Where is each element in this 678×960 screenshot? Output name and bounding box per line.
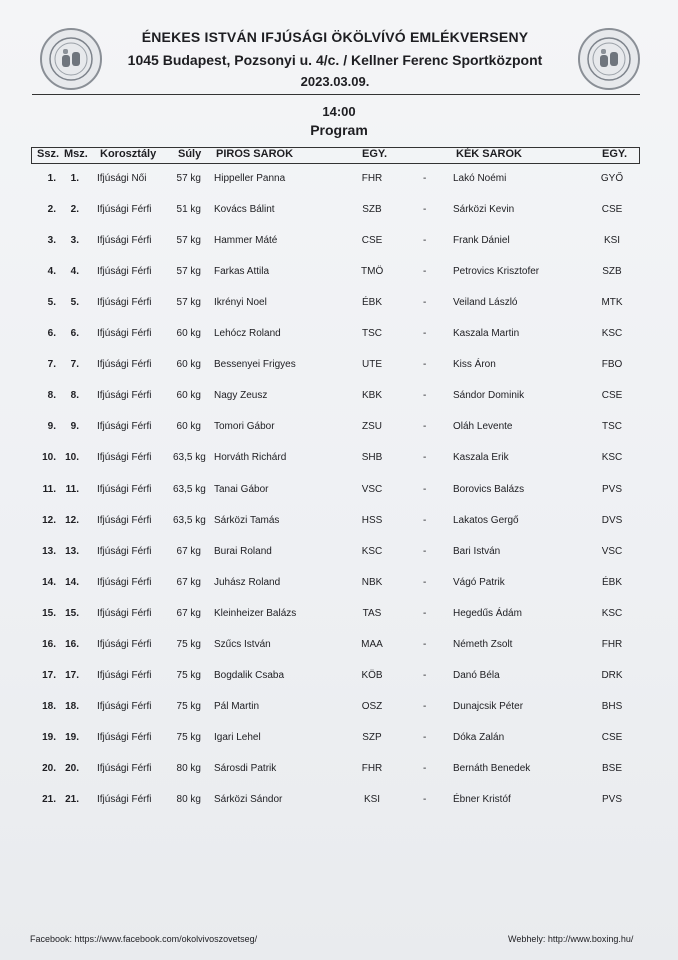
table-row: [31, 670, 638, 684]
row-korosztaly: Ifjúsági Férfi: [97, 545, 152, 557]
row-ssz: 11.: [42, 483, 56, 495]
row-msz: 1.: [70, 173, 79, 184]
federation-logo-right-icon: [578, 28, 640, 90]
row-korosztaly: Ifjúsági Férfi: [97, 235, 152, 247]
footer-facebook: Facebook: https://www.facebook.com/okolvivoszovetseg/: [30, 934, 258, 944]
row-msz: 5.: [70, 297, 79, 309]
federation-logo-left-icon: [40, 28, 102, 90]
row-red-club: KSC: [361, 545, 383, 557]
row-korosztaly: Ifjúsági Férfi: [97, 421, 152, 433]
row-red-corner-boxer: Juhász Roland: [214, 576, 281, 588]
program-time: 14:00: [322, 104, 356, 119]
event-title: ÉNEKES ISTVÁN IFJÚSÁGI ÖKÖLVÍVÓ EMLÉKVERSENY: [141, 29, 529, 45]
row-red-club: NBK: [361, 576, 383, 588]
table-row: [31, 732, 638, 746]
table-row: [31, 390, 638, 404]
row-red-club: OSZ: [361, 700, 383, 712]
row-blue-corner-boxer: Veiland László: [453, 297, 518, 309]
row-blue-club: CSE: [601, 204, 623, 216]
row-separator: -: [423, 607, 427, 619]
row-blue-club: PVS: [601, 794, 622, 805]
row-separator: -: [423, 794, 427, 805]
row-msz: 10.: [65, 452, 79, 464]
row-korosztaly: Ifjúsági Női: [97, 173, 147, 184]
row-suly: 75 kg: [176, 700, 201, 712]
row-red-club: SHB: [361, 452, 383, 464]
row-suly: 75 kg: [176, 669, 201, 681]
row-blue-club: SZB: [602, 266, 622, 278]
row-blue-club: ÉBK: [601, 576, 622, 588]
row-suly: 63,5 kg: [173, 483, 206, 495]
row-separator: -: [423, 266, 427, 278]
row-separator: -: [423, 297, 427, 309]
table-row: [31, 763, 638, 777]
table-row: [31, 701, 638, 715]
row-red-club: TMÖ: [361, 266, 384, 278]
row-suly: 67 kg: [176, 576, 201, 588]
row-suly: 63,5 kg: [173, 514, 206, 526]
row-red-corner-boxer: Horváth Richárd: [214, 452, 287, 464]
row-ssz: 1.: [47, 173, 56, 184]
row-red-corner-boxer: Tomori Gábor: [214, 421, 275, 433]
row-msz: 20.: [65, 763, 79, 774]
row-korosztaly: Ifjúsági Férfi: [97, 576, 152, 588]
row-blue-club: VSC: [601, 545, 623, 557]
row-red-club: TAS: [362, 607, 382, 619]
table-row: [31, 639, 638, 653]
row-ssz: 6.: [47, 328, 56, 340]
col-piros-sarok: PIROS SAROK: [216, 148, 294, 160]
row-red-club: ÉBK: [361, 297, 382, 309]
row-blue-club: CSE: [601, 390, 623, 402]
row-red-club: TSC: [362, 328, 382, 340]
row-msz: 15.: [65, 607, 79, 619]
row-red-corner-boxer: Farkas Attila: [214, 266, 270, 278]
row-blue-club: BHS: [601, 700, 623, 712]
row-red-corner-boxer: Nagy Zeusz: [214, 390, 268, 402]
col-suly: Súly: [178, 148, 202, 160]
table-row: [31, 328, 638, 342]
row-ssz: 14.: [42, 576, 56, 588]
row-suly: 57 kg: [176, 297, 201, 309]
row-separator: -: [423, 763, 427, 774]
event-date: 2023.03.09.: [300, 74, 370, 89]
row-red-corner-boxer: Tanai Gábor: [214, 483, 269, 495]
row-separator: -: [423, 421, 427, 433]
row-korosztaly: Ifjúsági Férfi: [97, 266, 152, 278]
row-red-corner-boxer: Ikrényi Noel: [214, 297, 267, 309]
row-separator: -: [423, 452, 427, 464]
table-row: [31, 359, 638, 373]
row-blue-club: KSC: [601, 328, 623, 340]
row-blue-corner-boxer: Kiss Áron: [453, 359, 496, 371]
col-kek-sarok: KÉK SAROK: [456, 148, 523, 160]
row-suly: 57 kg: [176, 173, 201, 184]
row-suly: 75 kg: [176, 638, 201, 650]
row-suly: 57 kg: [176, 235, 201, 247]
row-blue-corner-boxer: Danó Béla: [453, 669, 500, 681]
row-separator: -: [423, 359, 427, 371]
row-korosztaly: Ifjúsági Férfi: [97, 700, 152, 712]
row-blue-club: GYŐ: [600, 173, 624, 184]
row-ssz: 15.: [42, 607, 56, 619]
row-separator: -: [423, 483, 427, 495]
row-separator: -: [423, 514, 427, 526]
row-blue-corner-boxer: Hegedűs Ádám: [453, 607, 522, 619]
row-red-corner-boxer: Sárközi Sándor: [214, 794, 283, 805]
row-suly: 63,5 kg: [173, 452, 206, 464]
row-korosztaly: Ifjúsági Férfi: [97, 669, 152, 681]
row-red-club: SZB: [362, 204, 382, 216]
row-ssz: 18.: [42, 700, 56, 712]
row-suly: 60 kg: [176, 328, 201, 340]
col-korosztaly: Korosztály: [100, 148, 157, 160]
row-msz: 7.: [70, 359, 79, 371]
row-ssz: 20.: [42, 763, 56, 774]
row-red-club: KÖB: [361, 669, 383, 681]
col-egy-blue: EGY.: [602, 148, 628, 160]
row-korosztaly: Ifjúsági Férfi: [97, 204, 152, 216]
row-msz: 16.: [65, 638, 79, 650]
row-korosztaly: Ifjúsági Férfi: [97, 731, 152, 743]
row-korosztaly: Ifjúsági Férfi: [97, 390, 152, 402]
row-blue-club: TSC: [602, 421, 622, 433]
table-row: [31, 484, 638, 498]
row-ssz: 17.: [42, 669, 56, 681]
row-msz: 9.: [70, 421, 79, 433]
row-blue-corner-boxer: Ébner Kristóf: [453, 794, 511, 805]
row-blue-corner-boxer: Frank Dániel: [453, 235, 510, 247]
row-blue-club: CSE: [601, 731, 623, 743]
row-blue-club: FBO: [601, 359, 623, 371]
row-suly: 75 kg: [176, 731, 201, 743]
program-heading: Program: [310, 122, 368, 138]
row-blue-club: MTK: [601, 297, 623, 309]
row-red-club: ZSU: [362, 421, 382, 433]
row-ssz: 21.: [42, 794, 56, 805]
row-red-corner-boxer: Pál Martin: [214, 700, 260, 712]
row-blue-club: PVS: [601, 483, 622, 495]
row-blue-corner-boxer: Kaszala Erik: [453, 452, 509, 464]
row-separator: -: [423, 390, 427, 402]
row-red-club: KBK: [361, 390, 382, 402]
row-ssz: 4.: [47, 266, 56, 278]
row-red-corner-boxer: Burai Roland: [214, 545, 272, 557]
row-ssz: 19.: [42, 731, 56, 743]
row-msz: 21.: [65, 794, 79, 805]
table-row: [31, 173, 638, 187]
row-blue-club: KSC: [601, 607, 623, 619]
row-msz: 3.: [70, 235, 79, 247]
row-msz: 17.: [65, 669, 79, 681]
row-ssz: 7.: [47, 359, 56, 371]
row-msz: 2.: [70, 204, 79, 216]
row-msz: 11.: [65, 483, 79, 495]
row-red-corner-boxer: Igari Lehel: [214, 731, 261, 743]
row-blue-club: KSC: [601, 452, 623, 464]
row-separator: -: [423, 731, 427, 743]
row-red-corner-boxer: Bessenyei Frigyes: [214, 359, 296, 371]
row-korosztaly: Ifjúsági Férfi: [97, 359, 152, 371]
row-red-club: UTE: [362, 359, 382, 371]
row-ssz: 2.: [47, 204, 56, 216]
row-korosztaly: Ifjúsági Férfi: [97, 638, 152, 650]
table-row: [31, 421, 638, 435]
row-separator: -: [423, 545, 427, 557]
row-blue-club: BSE: [601, 763, 622, 774]
row-red-club: SZP: [362, 731, 382, 743]
event-address: 1045 Budapest, Pozsonyi u. 4/c. / Kellner Ferenc Sportközpont: [127, 52, 543, 68]
row-suly: 51 kg: [176, 204, 201, 216]
row-blue-club: DRK: [601, 669, 623, 681]
row-suly: 80 kg: [176, 763, 201, 774]
row-blue-club: KSI: [603, 235, 621, 247]
col-msz: Msz.: [64, 148, 88, 160]
row-red-corner-boxer: Bogdalik Csaba: [214, 669, 285, 681]
footer-website: Webhely: http://www.boxing.hu/: [508, 934, 634, 944]
row-blue-corner-boxer: Sárközi Kevin: [453, 204, 515, 216]
header-divider: [32, 94, 640, 95]
row-blue-corner-boxer: Bari István: [453, 545, 501, 557]
row-separator: -: [423, 669, 427, 681]
col-ssz: Ssz.: [37, 148, 60, 160]
row-korosztaly: Ifjúsági Férfi: [97, 763, 152, 774]
row-separator: -: [423, 328, 427, 340]
row-blue-corner-boxer: Oláh Levente: [453, 421, 513, 433]
row-ssz: 13.: [42, 545, 56, 557]
row-korosztaly: Ifjúsági Férfi: [97, 483, 152, 495]
table-row: [31, 794, 638, 808]
row-blue-corner-boxer: Németh Zsolt: [453, 638, 513, 650]
table-row: [31, 577, 638, 591]
row-blue-corner-boxer: Lakó Noémi: [453, 173, 507, 184]
table-header: [31, 147, 640, 164]
table-row: [31, 608, 638, 622]
row-msz: 19.: [65, 731, 79, 743]
table-row: [31, 546, 638, 560]
row-separator: -: [423, 638, 427, 650]
row-red-corner-boxer: Hammer Máté: [214, 235, 278, 247]
row-ssz: 9.: [47, 421, 56, 433]
row-suly: 67 kg: [176, 607, 201, 619]
row-korosztaly: Ifjúsági Férfi: [97, 514, 152, 526]
row-suly: 60 kg: [176, 421, 201, 433]
row-red-club: VSC: [361, 483, 383, 495]
row-msz: 8.: [70, 390, 79, 402]
row-msz: 14.: [65, 576, 79, 588]
table-row: [31, 266, 638, 280]
row-blue-corner-boxer: Borovics Balázs: [453, 483, 525, 495]
row-korosztaly: Ifjúsági Férfi: [97, 607, 152, 619]
col-egy-red: EGY.: [362, 148, 388, 160]
row-suly: 67 kg: [176, 545, 201, 557]
row-separator: -: [423, 235, 427, 247]
row-ssz: 16.: [42, 638, 56, 650]
row-blue-club: FHR: [601, 638, 623, 650]
row-korosztaly: Ifjúsági Férfi: [97, 297, 152, 309]
row-blue-corner-boxer: Lakatos Gergő: [453, 514, 519, 526]
table-row: [31, 297, 638, 311]
table-row: [31, 235, 638, 249]
row-blue-club: DVS: [601, 514, 623, 526]
row-separator: -: [423, 700, 427, 712]
row-ssz: 5.: [47, 297, 56, 309]
row-suly: 60 kg: [176, 359, 201, 371]
row-msz: 13.: [65, 545, 79, 557]
row-red-corner-boxer: Kovács Bálint: [214, 204, 275, 216]
row-suly: 60 kg: [176, 390, 201, 402]
row-msz: 4.: [70, 266, 79, 278]
row-red-corner-boxer: Kleinheizer Balázs: [214, 607, 297, 619]
row-msz: 6.: [70, 328, 79, 340]
row-ssz: 10.: [42, 452, 56, 464]
row-blue-corner-boxer: Petrovics Krisztofer: [453, 266, 540, 278]
row-separator: -: [423, 576, 427, 588]
row-red-club: FHR: [361, 763, 383, 774]
row-red-corner-boxer: Sárközi Tamás: [214, 514, 280, 526]
row-blue-corner-boxer: Vágó Patrik: [453, 576, 505, 588]
row-msz: 12.: [65, 514, 79, 526]
row-korosztaly: Ifjúsági Férfi: [97, 452, 152, 464]
row-suly: 80 kg: [176, 794, 201, 805]
row-msz: 18.: [65, 700, 79, 712]
row-red-club: MAA: [361, 638, 383, 650]
table-row: [31, 204, 638, 218]
row-separator: -: [423, 204, 427, 216]
row-ssz: 12.: [42, 514, 56, 526]
row-red-club: KSI: [363, 794, 381, 805]
row-red-corner-boxer: Hippeller Panna: [214, 173, 286, 184]
row-red-club: HSS: [361, 514, 383, 526]
row-suly: 57 kg: [176, 266, 201, 278]
row-separator: -: [423, 173, 427, 184]
row-red-club: FHR: [361, 173, 383, 184]
row-korosztaly: Ifjúsági Férfi: [97, 794, 152, 805]
row-red-corner-boxer: Lehócz Roland: [214, 328, 281, 340]
row-blue-corner-boxer: Bernáth Benedek: [453, 763, 531, 774]
row-korosztaly: Ifjúsági Férfi: [97, 328, 152, 340]
table-row: [31, 452, 638, 466]
row-ssz: 3.: [47, 235, 56, 247]
row-red-corner-boxer: Sárosdi Patrik: [214, 763, 277, 774]
row-blue-corner-boxer: Kaszala Martin: [453, 328, 520, 340]
row-ssz: 8.: [47, 390, 56, 402]
row-blue-corner-boxer: Dunajcsik Péter: [453, 700, 524, 712]
row-red-corner-boxer: Szűcs István: [214, 638, 271, 650]
row-blue-corner-boxer: Sándor Dominik: [453, 390, 525, 402]
table-row: [31, 515, 638, 529]
row-red-club: CSE: [361, 235, 383, 247]
row-blue-corner-boxer: Dóka Zalán: [453, 731, 505, 743]
